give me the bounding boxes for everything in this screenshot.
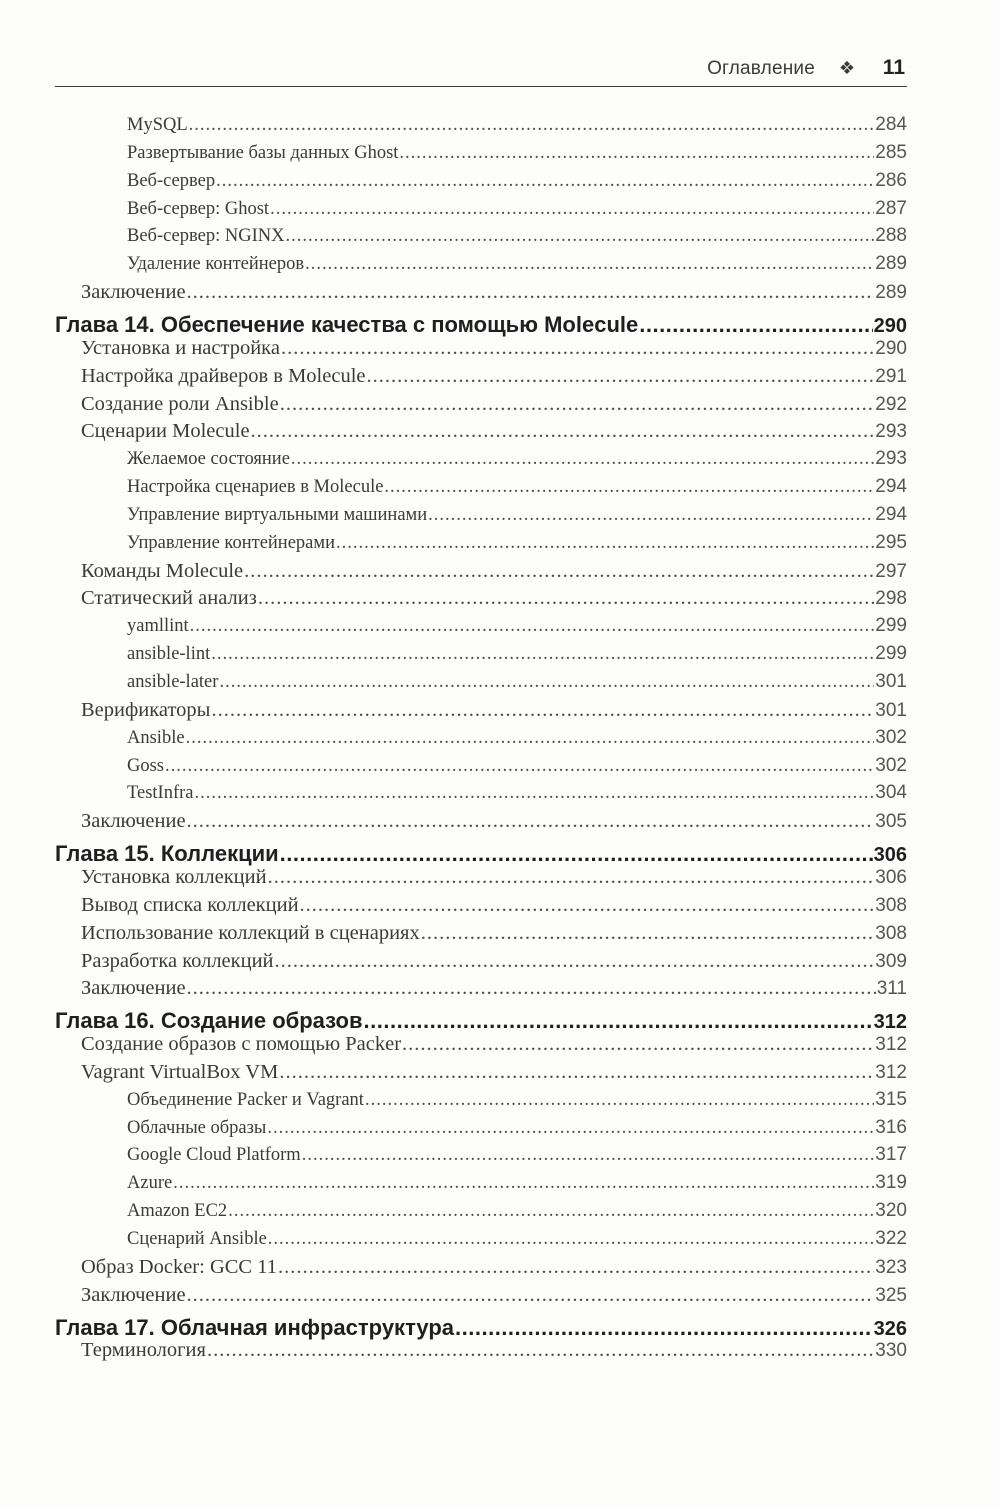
toc-entry-title: Настройка драйверов в Molecule bbox=[81, 364, 366, 387]
toc-entry-title: Установка и настройка bbox=[81, 336, 280, 359]
dot-leader bbox=[228, 1201, 874, 1222]
toc-subsection-entry bbox=[127, 615, 907, 637]
toc-entry-title: Глава 15. Коллекции bbox=[55, 841, 279, 867]
toc-subsection-entry bbox=[127, 170, 907, 192]
dot-leader bbox=[251, 420, 875, 443]
toc-subsection-entry bbox=[127, 114, 907, 136]
dot-leader bbox=[207, 1339, 874, 1362]
toc-subsection-entry bbox=[127, 198, 907, 220]
dot-leader bbox=[268, 1229, 875, 1250]
toc-entry-title: Сценарии Molecule bbox=[81, 420, 250, 443]
toc-subsection-entry bbox=[127, 727, 907, 749]
toc-entry-page: 319 bbox=[875, 1172, 907, 1194]
toc-entry-page: 290 bbox=[875, 337, 907, 359]
toc-entry-page: 284 bbox=[875, 114, 907, 135]
running-title: Оглавление bbox=[707, 58, 815, 79]
dot-leader bbox=[399, 143, 874, 164]
toc-entry-title: Заключение bbox=[81, 1283, 186, 1306]
toc-entry-page: 315 bbox=[875, 1088, 907, 1110]
toc-entry-title: MySQL bbox=[127, 115, 188, 135]
toc-section-entry bbox=[81, 699, 907, 722]
toc-entry-title: Сценарий Ansible bbox=[127, 1229, 267, 1249]
toc-entry-page: 308 bbox=[875, 894, 907, 916]
toc-entry-page: 326 bbox=[873, 1317, 907, 1340]
toc-entry-page: 287 bbox=[875, 197, 907, 219]
toc-entry-title: Goss bbox=[127, 755, 165, 776]
toc-entry-page: 306 bbox=[875, 866, 907, 888]
dot-leader bbox=[384, 477, 874, 498]
toc-entry-title: Глава 16. Создание образов bbox=[55, 1008, 363, 1034]
toc-subsection-entry bbox=[127, 253, 907, 275]
dot-leader bbox=[195, 783, 875, 804]
toc-entry-title: Верификаторы bbox=[81, 698, 211, 721]
toc-entry-page: 309 bbox=[875, 950, 907, 972]
toc-chapter-entry bbox=[55, 312, 907, 338]
toc-entry-page: 302 bbox=[875, 754, 907, 776]
ornament-icon: ❖ bbox=[838, 58, 855, 78]
toc-entry-page: 295 bbox=[875, 531, 907, 553]
toc-subsection-entry bbox=[127, 643, 907, 665]
dot-leader bbox=[211, 644, 874, 665]
toc-entry-page: 289 bbox=[875, 253, 907, 275]
toc-entry-page: 299 bbox=[875, 643, 907, 665]
dot-leader bbox=[402, 1033, 874, 1056]
toc-entry-page: 312 bbox=[875, 1034, 907, 1056]
toc-entry-page: 312 bbox=[875, 1061, 907, 1083]
toc-entry-title: Веб-сервер: Ghost bbox=[127, 198, 270, 219]
toc-subsection-entry bbox=[127, 782, 907, 804]
toc-entry-page: 325 bbox=[875, 1284, 907, 1306]
toc-section-entry bbox=[81, 922, 907, 945]
toc-entry-page: 317 bbox=[875, 1144, 907, 1166]
toc-subsection-entry bbox=[127, 448, 907, 470]
toc-entry-title: ansible-lint bbox=[127, 644, 211, 665]
toc-entry-page: 292 bbox=[875, 393, 907, 415]
dot-leader bbox=[275, 950, 875, 973]
dot-leader bbox=[278, 1256, 874, 1279]
toc-entry-page: 285 bbox=[875, 141, 907, 163]
toc-section-entry bbox=[81, 365, 907, 388]
toc-subsection-entry bbox=[127, 1200, 907, 1222]
toc-section-entry bbox=[81, 894, 907, 917]
dot-leader bbox=[305, 254, 874, 275]
toc-section-entry bbox=[81, 1284, 907, 1307]
toc-entry-page: 288 bbox=[875, 225, 907, 247]
toc-entry-page: 298 bbox=[875, 588, 907, 610]
toc-section-entry bbox=[81, 950, 907, 973]
toc-entry-title: Глава 17. Облачная инфраструктура bbox=[55, 1314, 455, 1340]
toc-entry-title: Желаемое состояние bbox=[127, 449, 290, 470]
toc-entry-page: 316 bbox=[875, 1116, 907, 1138]
toc-entry-page: 289 bbox=[875, 282, 907, 304]
toc-section-entry bbox=[81, 281, 907, 304]
toc-chapter-entry bbox=[55, 1008, 907, 1034]
toc-entry-title: Создание образов с помощью Packer bbox=[81, 1033, 402, 1056]
toc-section-entry bbox=[81, 1339, 907, 1362]
toc-entry-title: Использование коллекций в сценариях bbox=[81, 921, 420, 944]
toc-section-entry bbox=[81, 393, 907, 416]
toc-section-entry bbox=[81, 1033, 907, 1056]
dot-leader bbox=[189, 115, 875, 136]
toc-entry-page: 323 bbox=[875, 1256, 907, 1278]
dot-leader bbox=[187, 281, 875, 304]
dot-leader bbox=[428, 505, 874, 526]
toc-entry-page: 322 bbox=[875, 1228, 907, 1249]
toc-entry-title: Создание роли Ansible bbox=[81, 392, 279, 415]
toc-entry-title: Управление контейнерами bbox=[127, 532, 335, 553]
dot-leader bbox=[187, 977, 876, 1000]
toc-chapter-entry bbox=[55, 841, 907, 867]
toc-subsection-entry bbox=[127, 476, 907, 498]
toc-entry-page: 291 bbox=[875, 365, 907, 387]
toc-section-entry bbox=[81, 420, 907, 443]
dot-leader bbox=[280, 841, 873, 867]
toc-entry-title: Веб-сервер bbox=[127, 170, 216, 191]
toc-entry-page: 294 bbox=[875, 503, 907, 525]
toc-entry-title: Ansible bbox=[127, 727, 185, 748]
toc-section-entry bbox=[81, 866, 907, 889]
dot-leader bbox=[639, 312, 872, 338]
toc-entry-title: Вывод списка коллекций bbox=[81, 893, 299, 916]
toc-entry-page: 297 bbox=[875, 560, 907, 582]
toc-entry-title: Команды Molecule bbox=[81, 559, 244, 582]
toc-entry-title: Образ Docker: GCC 11 bbox=[81, 1255, 277, 1278]
toc-entry-page: 306 bbox=[873, 844, 907, 867]
toc-chapter-entry bbox=[55, 1315, 907, 1341]
toc-entry-title: Amazon EC2 bbox=[127, 1201, 228, 1222]
dot-leader bbox=[190, 616, 875, 637]
toc-entry-title: Vagrant VirtualBox VM bbox=[81, 1060, 279, 1083]
toc-subsection-entry bbox=[127, 1089, 907, 1111]
toc-entry-title: ansible-later bbox=[127, 672, 219, 692]
dot-leader bbox=[336, 533, 874, 554]
dot-leader bbox=[187, 810, 875, 833]
toc-entry-page: 286 bbox=[875, 169, 907, 191]
toc-subsection-entry bbox=[127, 755, 907, 777]
toc-subsection-entry bbox=[127, 142, 907, 164]
toc-section-entry bbox=[81, 337, 907, 360]
toc-section-entry bbox=[81, 1256, 907, 1279]
dot-leader bbox=[285, 226, 874, 247]
toc-entry-page: 311 bbox=[876, 978, 907, 1000]
toc-entry-title: Статический анализ bbox=[81, 587, 257, 610]
toc-entry-page: 294 bbox=[875, 476, 907, 498]
toc-entry-page: 312 bbox=[873, 1011, 907, 1034]
dot-leader bbox=[244, 560, 874, 583]
toc-subsection-entry bbox=[127, 671, 907, 693]
dot-leader bbox=[291, 449, 874, 470]
toc-entry-page: 320 bbox=[875, 1200, 907, 1222]
toc-entry-title: Облачные образы bbox=[127, 1117, 267, 1138]
dot-leader bbox=[270, 199, 874, 220]
toc-entry-page: 305 bbox=[875, 811, 907, 833]
toc-entry-page: 302 bbox=[875, 726, 907, 748]
toc-subsection-entry bbox=[127, 504, 907, 526]
toc-entry-title: Заключение bbox=[81, 810, 186, 833]
page-header bbox=[55, 52, 907, 87]
dot-leader bbox=[165, 756, 874, 777]
toc-subsection-entry bbox=[127, 1172, 907, 1194]
toc-entry-title: Объединение Packer и Vagrant bbox=[127, 1089, 364, 1110]
dot-leader bbox=[267, 1118, 874, 1139]
dot-leader bbox=[279, 1061, 874, 1084]
toc-entry-page: 293 bbox=[875, 448, 907, 470]
dot-leader bbox=[186, 728, 875, 749]
toc-subsection-entry bbox=[127, 1144, 907, 1166]
toc-entry-page: 301 bbox=[875, 699, 907, 721]
toc-entry-title: Терминология bbox=[81, 1339, 206, 1362]
dot-leader bbox=[187, 1284, 875, 1307]
dot-leader bbox=[173, 1173, 874, 1194]
toc-section-entry bbox=[81, 977, 907, 1000]
dot-leader bbox=[300, 894, 875, 917]
dot-leader bbox=[211, 699, 874, 722]
toc-entry-page: 290 bbox=[873, 314, 907, 337]
dot-leader bbox=[367, 365, 875, 388]
toc-subsection-entry bbox=[127, 1228, 907, 1250]
toc-entry-title: Заключение bbox=[81, 977, 186, 1000]
toc-entry-title: Google Cloud Platform bbox=[127, 1145, 301, 1166]
toc-section-entry bbox=[81, 1061, 907, 1084]
dot-leader bbox=[364, 1008, 873, 1034]
dot-leader bbox=[421, 922, 875, 945]
dot-leader bbox=[258, 587, 874, 610]
dot-leader bbox=[280, 393, 875, 416]
dot-leader bbox=[281, 337, 874, 360]
toc-entry-page: 308 bbox=[875, 922, 907, 944]
toc-section-entry bbox=[81, 810, 907, 833]
toc-entry-title: Глава 14. Обеспечение качества с помощью Molecule bbox=[55, 311, 639, 337]
toc-entry-title: Azure bbox=[127, 1173, 173, 1194]
toc-entry-page: 304 bbox=[875, 782, 907, 804]
toc-entry-title: Разработка коллекций bbox=[81, 949, 274, 972]
toc-subsection-entry bbox=[127, 1117, 907, 1139]
toc-entry-page: 301 bbox=[875, 671, 907, 692]
toc-entry-title: Установка коллекций bbox=[81, 865, 267, 888]
dot-leader bbox=[455, 1315, 873, 1341]
toc-entry-title: Веб-сервер: NGINX bbox=[127, 226, 285, 247]
toc-entry-title: Развертывание базы данных Ghost bbox=[127, 142, 399, 163]
toc-section-entry bbox=[81, 560, 907, 583]
toc-entry-title: Настройка сценариев в Molecule bbox=[127, 477, 384, 498]
toc-section-entry bbox=[81, 587, 907, 610]
toc-subsection-entry bbox=[127, 532, 907, 554]
toc-entry-title: yamllint bbox=[127, 616, 189, 637]
dot-leader bbox=[365, 1090, 874, 1111]
dot-leader bbox=[268, 866, 875, 889]
toc-entry-page: 293 bbox=[875, 421, 907, 443]
toc-subsection-entry bbox=[127, 225, 907, 247]
toc-entry-page: 330 bbox=[875, 1340, 907, 1362]
toc-entry-title: Удаление контейнеров bbox=[127, 254, 305, 275]
dot-leader bbox=[219, 672, 874, 693]
toc-entry-title: Заключение bbox=[81, 281, 186, 304]
toc-entry-title: Управление виртуальными машинами bbox=[127, 504, 428, 525]
dot-leader bbox=[302, 1145, 875, 1166]
toc-entry-page: 299 bbox=[875, 615, 907, 637]
toc-entry-title: TestInfra bbox=[127, 783, 194, 804]
page-number: 11 bbox=[882, 56, 905, 79]
dot-leader bbox=[216, 171, 874, 192]
